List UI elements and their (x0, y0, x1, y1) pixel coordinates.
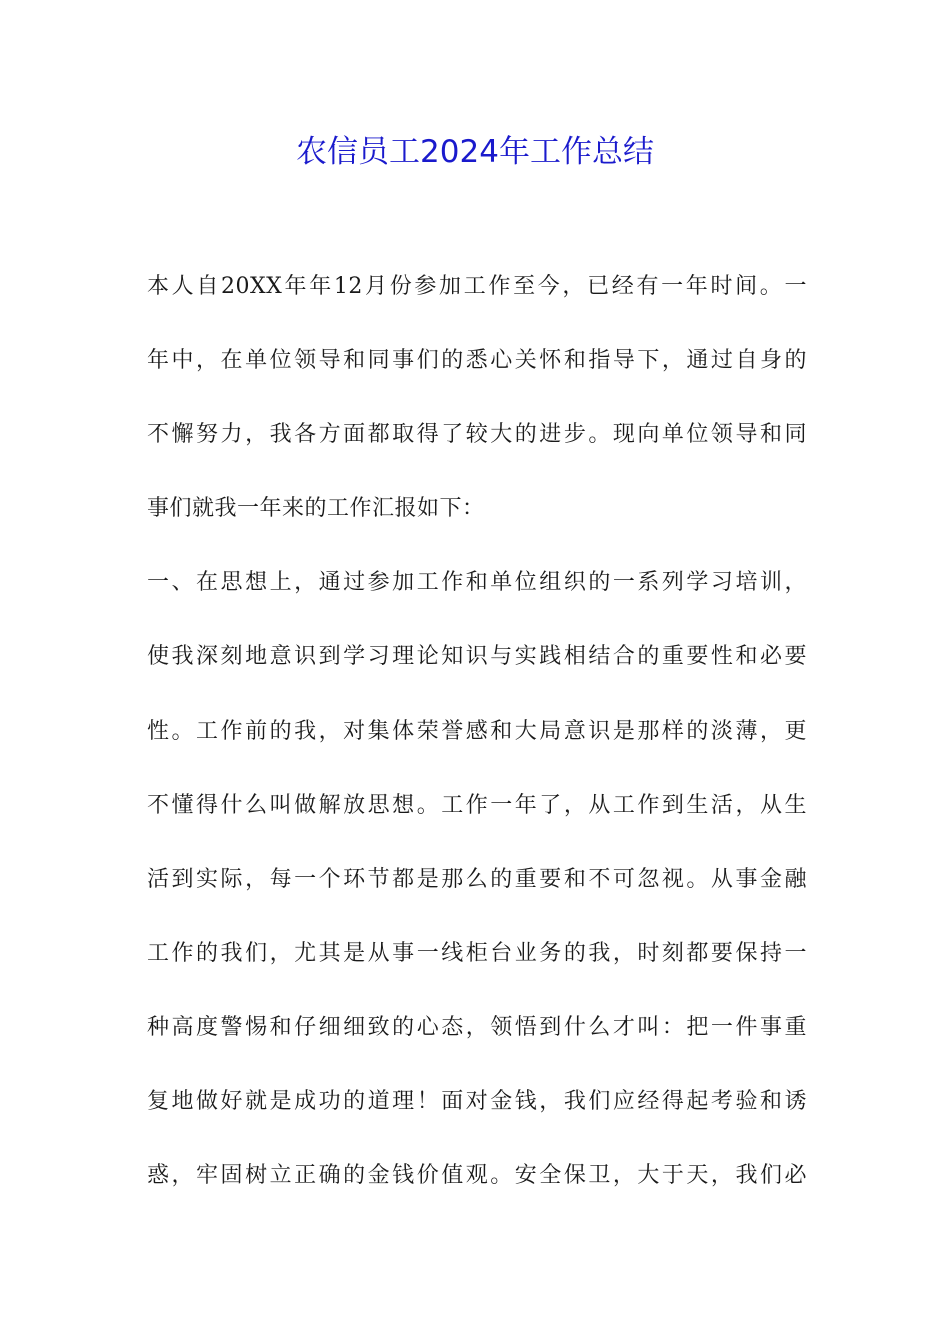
body-line: 惑，牢固树立正确的金钱价值观。安全保卫，大于天，我们必 (147, 1163, 807, 1189)
document-body (147, 262, 807, 1225)
body-line: 性。工作前的我，对集体荣誉感和大局意识是那样的淡薄，更 (147, 718, 807, 744)
body-line: 复地做好就是成功的道理！面对金钱，我们应经得起考验和诱 (147, 1089, 807, 1115)
body-line: 不懂得什么叫做解放思想。工作一年了，从工作到生活，从生 (147, 792, 807, 818)
body-line: 本人自20XX年年12月份参加工作至今，已经有一年时间。一 (147, 274, 807, 299)
body-line: 种高度警惕和仔细细致的心态，领悟到什么才叫：把一件事重 (147, 1014, 807, 1040)
body-line: 使我深刻地意识到学习理论知识与实践相结合的重要性和必要 (147, 644, 807, 670)
body-line: 不懈努力，我各方面都取得了较大的进步。现向单位领导和同 (147, 422, 807, 448)
body-line: 事们就我一年来的工作汇报如下： (147, 496, 485, 522)
body-line: 年中，在单位领导和同事们的悉心关怀和指导下，通过自身的 (147, 348, 807, 374)
body-line: 一、在思想上，通过参加工作和单位组织的一系列学习培训， (147, 570, 807, 596)
document-title: 农信员工2024年工作总结 (296, 134, 654, 170)
body-line: 活到实际，每一个环节都是那么的重要和不可忽视。从事金融 (147, 866, 807, 892)
body-line: 工作的我们，尤其是从事一线柜台业务的我，时刻都要保持一 (147, 940, 807, 966)
